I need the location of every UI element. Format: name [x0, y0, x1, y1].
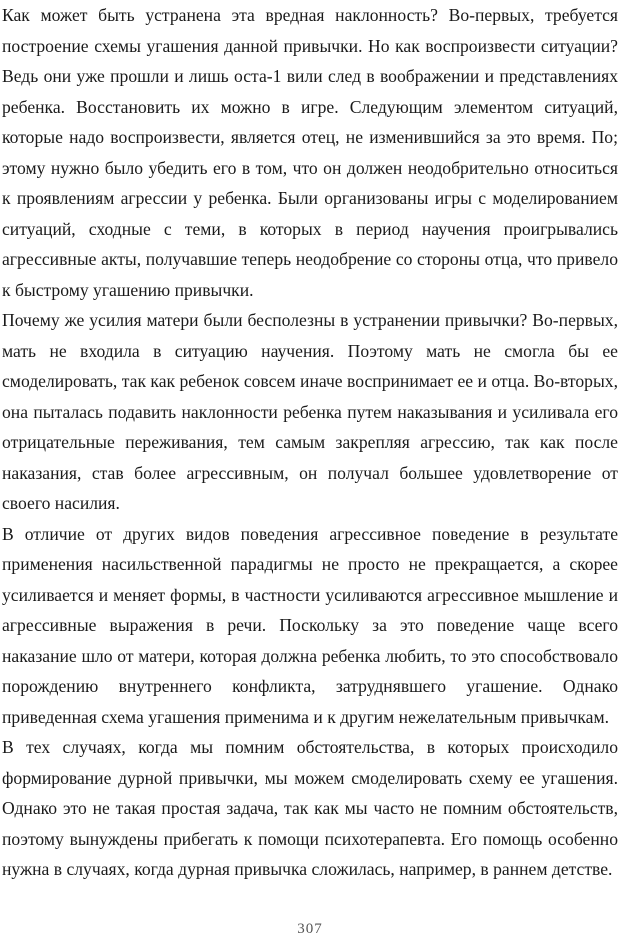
page-number: 307 [297, 921, 323, 937]
paragraph-3: В отличие от других видов поведения агрессивное поведение в результате применения насильственной парадигмы не просто не прекращается, а скорее усиливается и меняет формы, в частности усиливаются агрессивное мышление и агрессивные выражения в речи. Поскольку за это поведение чаще всего наказание шло от матери, которая должна ребенка любить, то это способствовало порождению внутреннего конфликта, затруднявшего угашение. Однако приведенная схема угашения применима и к другим нежелательным привычкам. [2, 523, 618, 727]
paragraph-2: Почему же усилия матери были бесполезны в устранении привычки? Во-первых, мать не входила в ситуацию научения. Поэтому мать не смогла бы ее смоделировать, так как ребенок совсем иначе воспринимает ее и отца. Во-вторых, она пыталась подавить наклонности ребенка путем наказывания и усиливала его отрицательные переживания, тем самым закрепляя агрессию, так как после наказания, став более агрессивным, он получал большее удовлетворение от своего насилия. [2, 310, 618, 513]
paragraph-1: Как может быть устранена эта вредная наклонность? Во-первых, требуется построение схемы угашения данной привычки. Но как воспроизвести ситуации? Ведь они уже прошли и лишь оста-1 вили след в воображении и представлениях ребенка. Восстановить их можно в игре. Следующим элементом ситуаций, которые надо воспроизвести, является отец, не изменившийся за это время. По; этому нужно было убедить его в том, что он должен неодобрительно относиться к проявлениям агрессии у ребенка. Были организованы игры с моделированием ситуаций, сходные с теми, в которых в период научения проигрывались агрессивные акты, получавшие теперь неодобрение со стороны отца, что привело к быстрому угашению привычки. [2, 5, 618, 300]
body-text [2, 0, 618, 885]
paragraph-4: В тех случаях, когда мы помним обстоятельства, в которых происходило формирование дурной привычки, мы можем смоделировать схему ее угашения. Однако это не такая простая задача, так как мы часто не помним обстоятельств, поэтому вынуждены прибегать к помощи психотерапевта. Его помощь особенно нужна в случаях, когда дурная привычка сложилась, например, в раннем детстве. [2, 737, 618, 879]
